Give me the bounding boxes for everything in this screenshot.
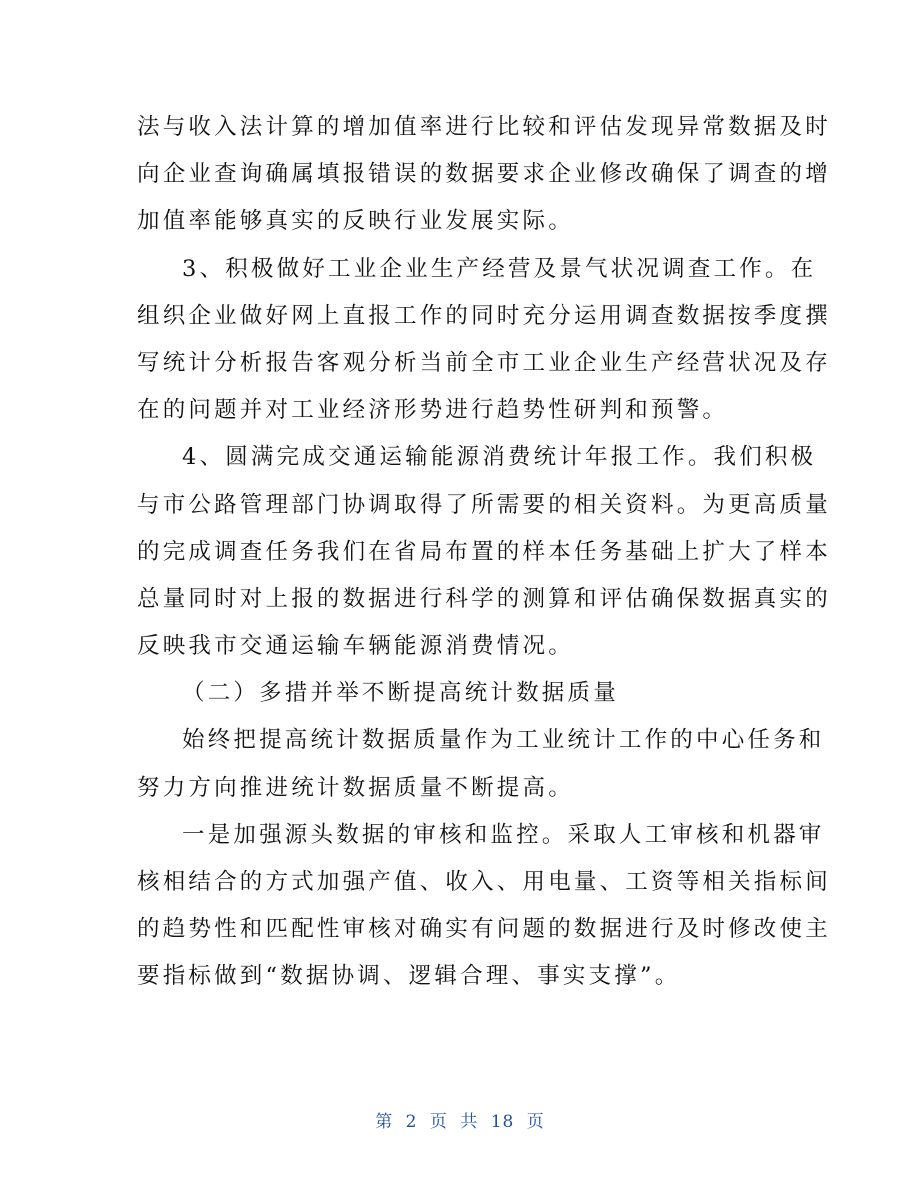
footer-total-word: 共 bbox=[460, 1112, 479, 1132]
text-line: 核相结合的方式加强产值、收入、用电量、工资等相关指标间 bbox=[137, 869, 831, 895]
page-number-footer bbox=[0, 1110, 920, 1134]
section-heading: （二）多措并举不断提高统计数据质量 bbox=[182, 680, 619, 707]
footer-page-word: 页 bbox=[429, 1112, 448, 1132]
text-line: 加值率能够真实的反映行业发展实际。 bbox=[137, 208, 574, 235]
text-line: 向企业查询确属填报错误的数据要求企业修改确保了调查的增 bbox=[137, 161, 831, 188]
text-line: 的趋势性和匹配性审核对确实有问题的数据进行及时修改使主 bbox=[137, 916, 831, 943]
text-line: 要指标做到“数据协调、逻辑合理、事实支撑”。 bbox=[137, 963, 681, 990]
text-line: 在的问题并对工业经济形势进行趋势性研判和预警。 bbox=[137, 397, 729, 424]
current-page-number: 2 bbox=[405, 1112, 418, 1132]
document-body bbox=[137, 104, 831, 1001]
paragraph-start-line: 始终把提高统计数据质量作为工业统计工作的中心任务和 bbox=[182, 727, 825, 754]
footer-prefix: 第 bbox=[375, 1112, 394, 1132]
text-line: 法与收入法计算的增加值率进行比较和评估发现异常数据及时 bbox=[137, 114, 831, 140]
text-line: 反映我市交通运输车辆能源消费情况。 bbox=[137, 633, 574, 660]
text-line: 总量同时对上报的数据进行科学的测算和评估确保数据真实的 bbox=[137, 585, 831, 612]
text-line: 与市公路管理部门协调取得了所需要的相关资料。为更高质量 bbox=[137, 491, 831, 518]
footer-suffix: 页 bbox=[526, 1112, 545, 1132]
text-line: 的完成调查任务我们在省局布置的样本任务基础上扩大了样本 bbox=[137, 538, 831, 565]
text-line: 写统计分析报告客观分析当前全市工业企业生产经营状况及存 bbox=[137, 349, 831, 376]
text-line: 努力方向推进统计数据质量不断提高。 bbox=[137, 774, 574, 801]
paragraph-start-line: 一是加强源头数据的审核和监控。采取人工审核和机器审 bbox=[182, 821, 825, 848]
paragraph-start-line: 3、积极做好工业企业生产经营及景气状况调查工作。在 bbox=[182, 255, 817, 282]
paragraph-start-line: 4、圆满完成交通运输能源消费统计年报工作。我们积极 bbox=[182, 444, 817, 471]
total-page-count: 18 bbox=[490, 1112, 515, 1132]
text-line: 组织企业做好网上直报工作的同时充分运用调查数据按季度撰 bbox=[137, 302, 831, 329]
